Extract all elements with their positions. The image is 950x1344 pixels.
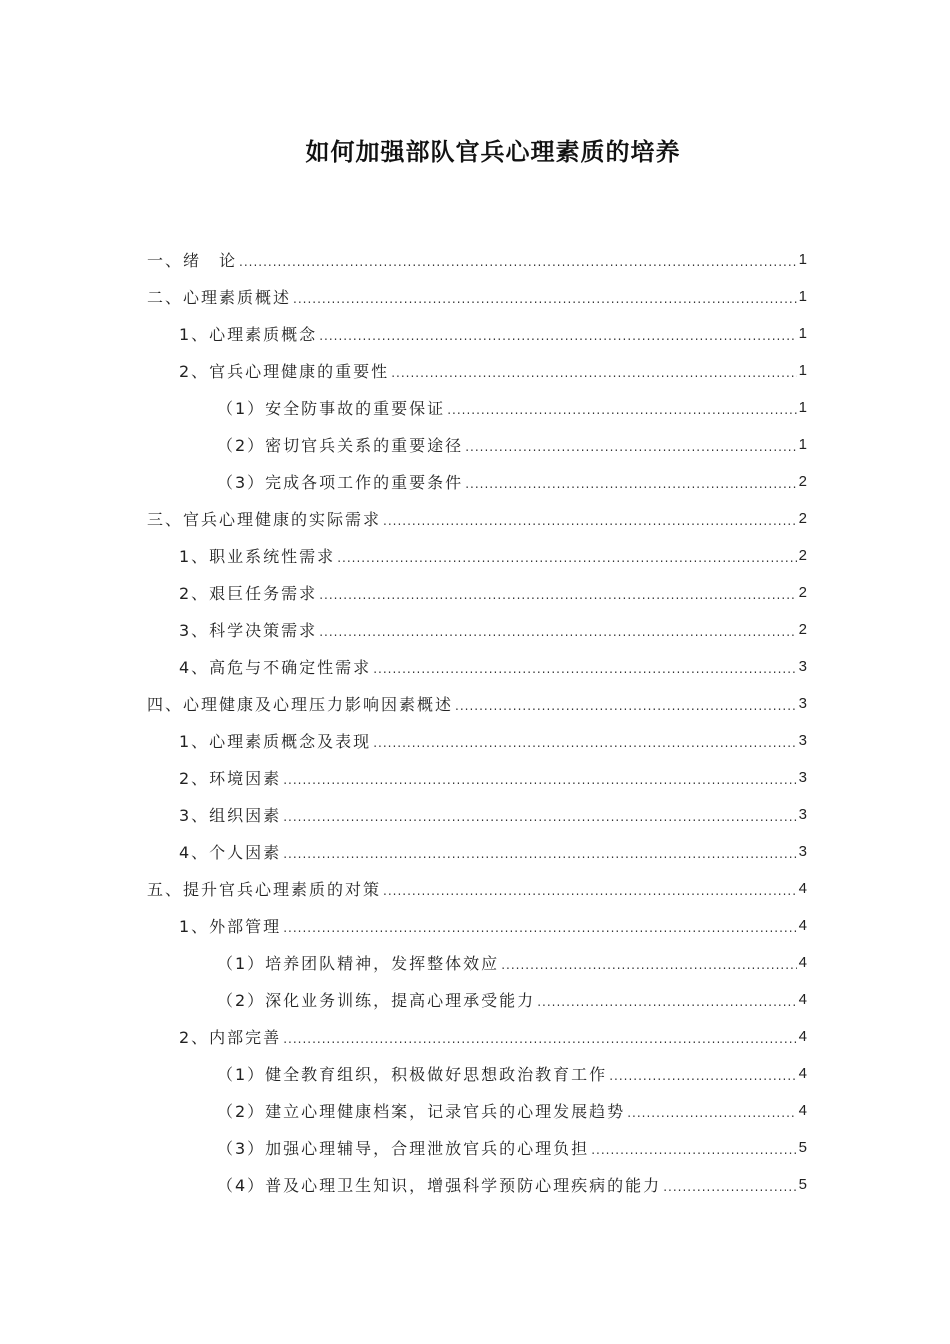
toc-entry-label: （2）深化业务训练，提高心理承受能力 — [217, 991, 536, 1010]
toc-dot-leader — [283, 774, 796, 796]
toc-entry[interactable] — [147, 315, 807, 352]
toc-entry-label: 3、组织因素 — [179, 806, 282, 825]
toc-entry-page-number: 3 — [798, 658, 807, 675]
toc-entry-label: （1）培养团队精神，发挥整体效应 — [217, 954, 500, 973]
toc-entry[interactable] — [147, 722, 807, 759]
toc-entry[interactable] — [147, 352, 807, 389]
toc-entry-page-number: 4 — [798, 991, 807, 1008]
toc-entry-page-number: 2 — [798, 621, 807, 638]
toc-entry-label: 4、高危与不确定性需求 — [179, 658, 372, 677]
toc-entry-label: 二、心理素质概述 — [147, 288, 292, 307]
toc-entry[interactable] — [147, 1166, 807, 1203]
toc-entry-page-number: 3 — [798, 695, 807, 712]
toc-entry-page-number: 5 — [798, 1139, 807, 1156]
toc-entry-page-number: 4 — [798, 880, 807, 897]
toc-entry-label: 2、内部完善 — [179, 1028, 282, 1047]
toc-dot-leader — [283, 811, 796, 833]
toc-entry-label: （1）健全教育组织，积极做好思想政治教育工作 — [217, 1065, 608, 1084]
toc-entry-page-number: 2 — [798, 510, 807, 527]
toc-dot-leader — [319, 626, 796, 648]
toc-entry[interactable] — [147, 389, 807, 426]
toc-entry-page-number: 1 — [798, 325, 807, 342]
toc-dot-leader — [283, 848, 796, 870]
toc-entry-label: （2）密切官兵关系的重要途径 — [217, 436, 464, 455]
toc-dot-leader — [391, 367, 796, 389]
toc-entry-label: 一、绪 论 — [147, 251, 238, 270]
toc-entry[interactable] — [147, 426, 807, 463]
toc-entry[interactable] — [147, 796, 807, 833]
toc-dot-leader — [283, 1033, 796, 1055]
toc-entry-page-number: 3 — [798, 843, 807, 860]
table-of-contents — [147, 241, 807, 1203]
toc-entry-label: 五、提升官兵心理素质的对策 — [147, 880, 382, 899]
toc-entry[interactable] — [147, 278, 807, 315]
toc-dot-leader — [663, 1181, 796, 1203]
toc-entry[interactable] — [147, 648, 807, 685]
toc-dot-leader — [319, 330, 796, 352]
toc-dot-leader — [239, 256, 797, 278]
toc-entry-page-number: 2 — [798, 547, 807, 564]
toc-entry[interactable] — [147, 574, 807, 611]
toc-entry-page-number: 1 — [798, 436, 807, 453]
toc-dot-leader — [627, 1107, 796, 1129]
toc-entry-label: 2、艰巨任务需求 — [179, 584, 318, 603]
toc-entry-label: （1）安全防事故的重要保证 — [217, 399, 446, 418]
toc-entry-label: 三、官兵心理健康的实际需求 — [147, 510, 382, 529]
toc-dot-leader — [465, 478, 796, 500]
toc-dot-leader — [373, 663, 796, 685]
toc-entry-page-number: 4 — [798, 1102, 807, 1119]
toc-dot-leader — [609, 1070, 796, 1092]
toc-entry-page-number: 3 — [798, 732, 807, 749]
toc-entry[interactable] — [147, 611, 807, 648]
toc-dot-leader — [447, 404, 796, 426]
toc-entry[interactable] — [147, 833, 807, 870]
toc-entry-page-number: 1 — [798, 399, 807, 416]
toc-dot-leader — [383, 515, 797, 537]
toc-entry-label: （2）建立心理健康档案，记录官兵的心理发展趋势 — [217, 1102, 626, 1121]
toc-entry-label: （3）加强心理辅导，合理泄放官兵的心理负担 — [217, 1139, 590, 1158]
toc-entry[interactable] — [147, 1018, 807, 1055]
toc-entry-page-number: 3 — [798, 769, 807, 786]
toc-dot-leader — [319, 589, 796, 611]
toc-entry-page-number: 4 — [798, 954, 807, 971]
toc-dot-leader — [591, 1144, 796, 1166]
toc-entry-page-number: 4 — [798, 1028, 807, 1045]
toc-entry-label: 3、科学决策需求 — [179, 621, 318, 640]
toc-entry-page-number: 4 — [798, 1065, 807, 1082]
toc-entry[interactable] — [147, 759, 807, 796]
toc-entry-label: 四、心理健康及心理压力影响因素概述 — [147, 695, 454, 714]
toc-entry[interactable] — [147, 1129, 807, 1166]
toc-entry[interactable] — [147, 981, 807, 1018]
toc-entry-label: 2、环境因素 — [179, 769, 282, 788]
toc-entry[interactable] — [147, 1092, 807, 1129]
document-title: 如何加强部队官兵心理素质的培养 — [305, 137, 681, 166]
toc-dot-leader — [283, 922, 796, 944]
toc-entry-label: 1、职业系统性需求 — [179, 547, 336, 566]
toc-dot-leader — [373, 737, 796, 759]
toc-entry-page-number: 1 — [798, 288, 807, 305]
toc-entry-label: （3）完成各项工作的重要条件 — [217, 473, 464, 492]
toc-dot-leader — [337, 552, 796, 574]
toc-entry[interactable] — [147, 241, 807, 278]
toc-entry[interactable] — [147, 537, 807, 574]
toc-entry-label: 1、心理素质概念及表现 — [179, 732, 372, 751]
toc-entry-page-number: 1 — [798, 362, 807, 379]
toc-dot-leader — [465, 441, 796, 463]
toc-entry-page-number: 1 — [798, 251, 807, 268]
toc-dot-leader — [293, 293, 797, 315]
toc-dot-leader — [537, 996, 796, 1018]
toc-entry[interactable] — [147, 907, 807, 944]
toc-entry-label: 2、官兵心理健康的重要性 — [179, 362, 390, 381]
toc-entry-page-number: 2 — [798, 584, 807, 601]
toc-entry-page-number: 3 — [798, 806, 807, 823]
toc-entry-label: 1、外部管理 — [179, 917, 282, 936]
toc-entry-label: 4、个人因素 — [179, 843, 282, 862]
toc-entry-label: （4）普及心理卫生知识，增强科学预防心理疾病的能力 — [217, 1176, 662, 1195]
toc-entry[interactable] — [147, 870, 807, 907]
toc-entry[interactable] — [147, 685, 807, 722]
toc-entry-label: 1、心理素质概念 — [179, 325, 318, 344]
toc-entry[interactable] — [147, 944, 807, 981]
toc-dot-leader — [455, 700, 797, 722]
toc-entry[interactable] — [147, 463, 807, 500]
toc-dot-leader — [501, 959, 796, 981]
toc-entry[interactable] — [147, 500, 807, 537]
toc-entry-page-number: 2 — [798, 473, 807, 490]
toc-entry[interactable] — [147, 1055, 807, 1092]
toc-dot-leader — [383, 885, 797, 907]
toc-entry-page-number: 5 — [798, 1176, 807, 1193]
toc-entry-page-number: 4 — [798, 917, 807, 934]
